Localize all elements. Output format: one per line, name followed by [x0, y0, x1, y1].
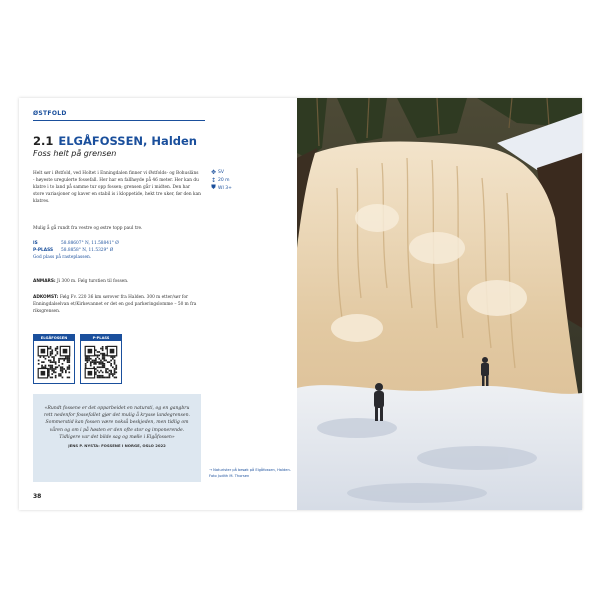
- approach-text: Ji 300 m. Følg turstien til fossen.: [57, 279, 129, 284]
- qr-code-icon: [84, 343, 118, 381]
- coord-value: 58.8858° N, 11.5329° Ø: [61, 248, 114, 253]
- coord-key: IS: [33, 241, 38, 246]
- aspect-value: SV: [218, 169, 224, 175]
- info-row-aspect: [209, 168, 232, 176]
- compass-icon: ✥: [210, 168, 217, 176]
- info-row-height: [209, 176, 232, 184]
- section-number: 2.1: [33, 134, 54, 148]
- page-title: [33, 134, 197, 148]
- approach-lead: ANMARS:: [33, 279, 56, 284]
- access-text: Følg Fv. 220 36 km sørover fra Halden. 300 m etter/sør for Enningdalselvan et/Kirkevannet er det en god parkeringslomme – 50 m fra riksgrensen.: [33, 295, 197, 314]
- coordinates-block: [33, 240, 201, 261]
- qr-code-icon: [37, 343, 71, 381]
- qr-label: P-PLASS: [81, 335, 121, 341]
- coord-row-parking: [33, 247, 201, 254]
- photo-caption: → Naturister på besøk på Elgåfossen, Halden. Foto Judith M. Thorsen: [209, 468, 291, 478]
- route-paragraph: Mulig å gå rundt fra vestre og østre topp paul tre.: [33, 226, 143, 231]
- quote-source: JENS P. NYSTA: FOSSENE I NORGE, OSLO 2022: [68, 443, 166, 449]
- book-spread: [19, 98, 582, 510]
- page-subtitle: Foss helt på grensen: [33, 149, 117, 158]
- section-rule: [33, 120, 205, 121]
- info-icons: [209, 168, 232, 192]
- coord-value: 58.88607° N, 11.58841° Ø: [61, 241, 119, 246]
- info-row-grade: [209, 184, 232, 192]
- quote-text: «Rundt fossene er det opparbeidet en natursti, og en gangbru rett nedenfor fossefallet gjør det mulig å krysse landegrensen. Sommerstid kan fossen være nokså beskjeden, men tidlig om våren og om i på høsten er den ofte stor og imponerende. Tidligere var det bilde sag og mølle i Elgåfossen»: [44, 406, 190, 440]
- parking-note: God plass på rasteplassen.: [33, 255, 92, 260]
- height-value: 20 m: [218, 177, 230, 183]
- right-page-photo: [297, 98, 582, 510]
- grade-value: WI 3+: [218, 185, 232, 191]
- access-paragraph: [33, 294, 201, 315]
- page-number: 38: [33, 493, 42, 500]
- height-icon: ↕: [210, 176, 217, 184]
- coord-row-ice: [33, 240, 201, 247]
- intro-paragraph: Helt sør i Østfold, ved Holtet i Enningdalen finner vi Østfolds- og Bohusläns - høyeste uregulerte fossefall. Her har en fallhøyde på 46 meter. Her kan du klatre i to land på samme tur opp fossen; grensen går i midten. Den har store variasjoner og kaver en stabil is i kloppetide, hekt tre uker, før den kan klatres.: [33, 171, 201, 204]
- section-tag: ØSTFOLD: [33, 110, 67, 117]
- frozen-waterfall-photo: [297, 98, 582, 510]
- qr-code-elgafossen[interactable]: [33, 334, 75, 384]
- qr-code-parking[interactable]: [80, 334, 122, 384]
- left-page: [19, 98, 297, 510]
- quote-box: [33, 394, 201, 482]
- title-text: ELGÅFOSSEN, Halden: [58, 134, 197, 148]
- shield-icon: ⛊: [211, 184, 216, 191]
- coord-key: P-PLASS: [33, 248, 54, 253]
- approach-paragraph: [33, 278, 201, 285]
- qr-label: ELGÅFOSSEN: [34, 335, 74, 341]
- access-lead: ADKOMST:: [33, 295, 59, 300]
